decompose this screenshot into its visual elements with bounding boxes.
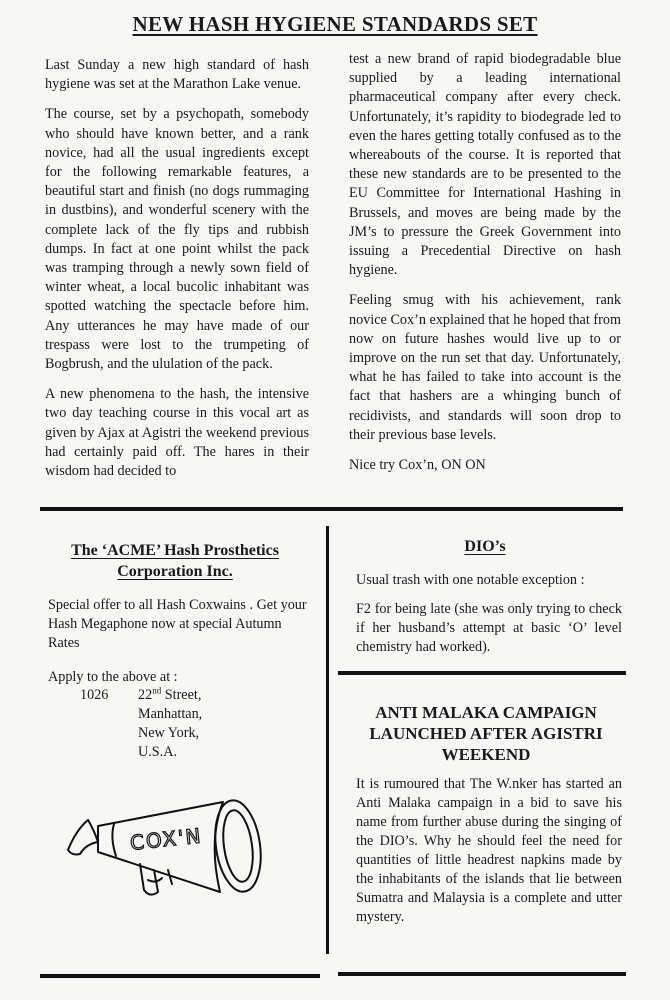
section-divider — [40, 974, 320, 978]
anti-malaka-title-line: WEEKEND — [441, 745, 531, 764]
dios-entry: F2 for being late (she was only trying to check if her husband’s attempt at basic ‘O’ level chemistry had worked). — [356, 601, 622, 655]
anti-malaka-body: It is rumoured that The W.nker has started an Anti Malaka campaign in a bid to save his name from further abuse during the singing of the DIO’s. Why he should feel the need for quantities of little headrest napkins made by the inhabitants of the islands that lie between Sumatra and Malaysia is a complete and utter mystery. — [356, 776, 622, 925]
article-paragraph: A new phenomena to the hash, the intensive two day teaching course in this vocal art as given by Ajax at Agistri the weekend previous had certainly paid off. The hares in their wisdom had decided to — [45, 386, 309, 480]
section-divider — [40, 507, 623, 511]
article-paragraph: test a new brand of rapid biodegradable blue supplied by a leading international pharmaceutical company after every check. Unfortunately, it’s rapidity to biodegrade led to even the hares getting totally confused as to the whereabouts of the course. It is reported that these new standards are to be presented to the EU Committee for International Hashing in Brussels, and moves are being made by the JM’s to pressure the Greek Government into issuing a Precedential Directive on hash hygiene. — [349, 51, 621, 279]
acme-title-line: Corporation Inc. — [117, 563, 233, 580]
street-number: 22 — [138, 687, 153, 703]
article-paragraph: The course, set by a psychopath, somebody who should have known better, and a rank novice, had all the usual ingredients except for the following remarkable features, a beautiful start and finish (no dogs rummaging in dustbins), and wonderful scenery with the complete lack of the fly tips and rubbish dumps. In fact at one point whilst the pack was tramping through a newly sown field of winter wheat, a local bucolic inhabitant was spotted watching the spectacle before him. Any utterances he may have made of our trespass were lost to the trumpeting of Bogbrush, and the ululation of the pack. — [45, 106, 309, 373]
address-number: 1026 — [80, 687, 109, 703]
address-lines — [138, 686, 202, 762]
headline: NEW HASH HYGIENE STANDARDS SET — [132, 12, 538, 36]
article-right-column — [349, 50, 621, 486]
acme-offer: Special offer to all Hash Coxwains . Get your Hash Megaphone now at special Autumn Rates — [48, 597, 307, 651]
anti-malaka-title-line: ANTI MALAKA CAMPAIGN — [375, 703, 597, 722]
acme-apply: Apply to the above at : — [48, 669, 178, 685]
address-country: U.S.A. — [138, 744, 178, 760]
street-name: Street, — [161, 687, 202, 703]
column-divider — [326, 526, 329, 954]
dios-intro: Usual trash with one notable exception : — [356, 572, 585, 588]
acme-title — [40, 540, 310, 582]
megaphone-label: COX'N — [128, 823, 204, 855]
article-left-column — [45, 56, 309, 492]
street-suffix: nd — [152, 685, 162, 696]
article-paragraph: Feeling smug with his achievement, rank novice Cox’n explained that he hoped that from now on future hashes would live up to or improve on the run set that day. Unfortunately, what he has failed to take into account is the fact that hashers are a whinging bunch of recidivists, and standards will soon drop to their previous base levels. — [349, 292, 621, 443]
section-divider — [338, 972, 626, 976]
dios-title: DIO’s — [464, 538, 506, 555]
address-street — [138, 686, 202, 705]
address-city: Manhattan, — [138, 706, 203, 722]
article-signoff: Nice try Cox’n, ON ON — [349, 457, 486, 474]
megaphone-illustration — [58, 780, 278, 930]
address-state: New York, — [138, 725, 200, 741]
acme-title-line: The ‘ACME’ Hash Prosthetics — [71, 542, 279, 559]
anti-malaka-title — [340, 702, 632, 765]
section-divider — [338, 671, 626, 675]
article-paragraph: Last Sunday a new high standard of hash hygiene was set at the Marathon Lake venue. — [45, 57, 309, 93]
anti-malaka-title-line: LAUNCHED AFTER AGISTRI — [369, 724, 603, 743]
